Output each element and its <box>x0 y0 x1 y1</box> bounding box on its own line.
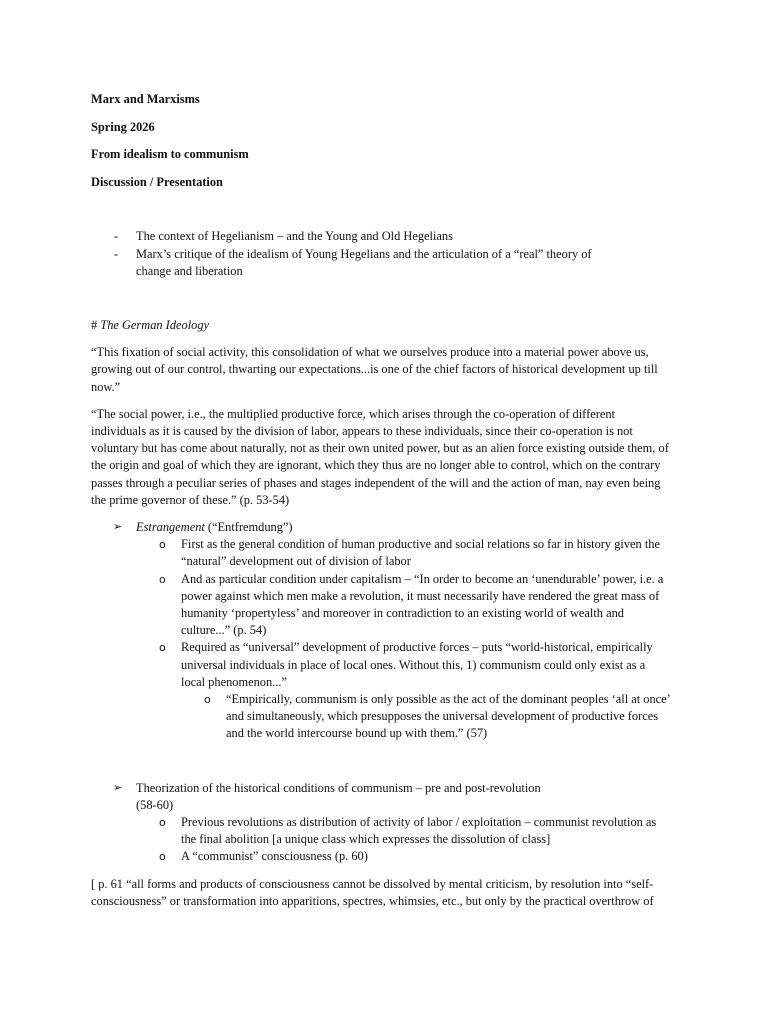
closing-paragraph: [ p. 61 “all forms and products of consciousness cannot be dissolved by mental criticism, by resolution into “self-consciousness” or transformation into apparitions, spectres, whimsies, etc., but only by the practical overthrow of <box>91 876 654 908</box>
sub-list-item <box>91 639 671 691</box>
overview-list <box>91 228 671 280</box>
list-item <box>91 246 628 280</box>
estrangement-item <box>91 519 671 536</box>
sub-item-text: And as particular condition under capitalism – “In order to become an ‘unendurable’ power, i.e. a power against which men make a revolution, it must necessarily have rendered the great mass of humanity ‘propertyless’ and moreover in contradiction to an existing world of wealth and culture...” (p. 54) <box>181 571 664 638</box>
document-page <box>91 91 671 910</box>
arrow-bullet-icon: ➢ <box>113 781 123 794</box>
dash-bullet: - <box>114 229 119 244</box>
theorization-line: Theorization of the historical conditions of communism – pre and post-revolution <box>136 780 541 795</box>
circle-bullet: o <box>159 572 166 586</box>
section-title: The German Ideology <box>100 317 210 332</box>
quote-paragraph: “This fixation of social activity, this consolidation of what we ourselves produce into a material power above us, growing out of our control, thwarting our expectations...is one of the chief factors of historical development up till now.” <box>91 345 658 394</box>
circle-bullet: o <box>159 850 166 864</box>
dash-bullet: - <box>114 246 119 261</box>
overview-item-text: The context of Hegelianism – and the Young and Old Hegelians <box>136 229 453 244</box>
section-hash: # <box>91 317 101 332</box>
section-heading <box>91 317 671 334</box>
course-title: Marx and Marxisms <box>91 92 200 106</box>
sub-list-item <box>91 536 671 570</box>
format-label: Discussion / Presentation <box>91 174 223 189</box>
sub-sub-item-text: “Empirically, communism is only possible as the act of the dominant peoples ‘all at once’ and simultaneously, which presupposes the universal development of productive forces and the world intercourse bound up with them.” (57) <box>226 692 670 741</box>
circle-bullet: o <box>159 816 166 830</box>
sub-item-text: A “communist” consciousness (p. 60) <box>181 849 368 864</box>
theorization-pages: (58-60) <box>136 797 174 812</box>
circle-bullet: o <box>204 693 211 707</box>
overview-item-text: Marx’s critique of the idealism of Young Hegelians and the articulation of a “real” theory of change and liberation <box>136 246 592 278</box>
sub-sub-list-item <box>91 691 671 743</box>
theorization-item <box>91 780 671 814</box>
quote-paragraph: “The social power, i.e., the multiplied productive force, which arises through the co-operation of different individuals as it is caused by the division of labor, appears to these individuals, since their co-operation is not voluntary but has come about naturally, not as their own united power, but as an alien force existing outside them, of the origin and goal of which they are ignorant, which they thus are no longer able to control, which on the contrary passes through a peculiar series of phases and stages independent of the will and the action of man, nay even being the prime governor of these.” (p. 53-54) <box>91 406 669 507</box>
list-item <box>91 228 671 245</box>
estrangement-term: Estrangement <box>136 520 205 535</box>
sub-list-item <box>91 814 671 848</box>
sub-item-text: First as the general condition of human productive and social relations so far in history given the “natural” development out of division of labor <box>181 537 660 569</box>
sub-item-text: Previous revolutions as distribution of activity of labor / exploitation – communist revolution as the final abolition [a unique class which expresses the dissolution of class] <box>181 815 657 847</box>
topic-title: From idealism to communism <box>91 147 249 162</box>
arrow-bullet-icon: ➢ <box>113 521 123 534</box>
sub-item-text: Required as “universal” development of productive forces – puts “world-historical, empirically universal individuals in place of local ones. Without this, 1) communism could only exist as a local phenomenon...” <box>181 640 653 689</box>
estrangement-gloss: (“Entfremdung”) <box>204 520 293 535</box>
term: Spring 2026 <box>91 119 155 134</box>
sub-list-item <box>91 571 671 640</box>
circle-bullet: o <box>159 641 166 655</box>
sub-list-item <box>91 848 671 865</box>
circle-bullet: o <box>159 538 166 552</box>
